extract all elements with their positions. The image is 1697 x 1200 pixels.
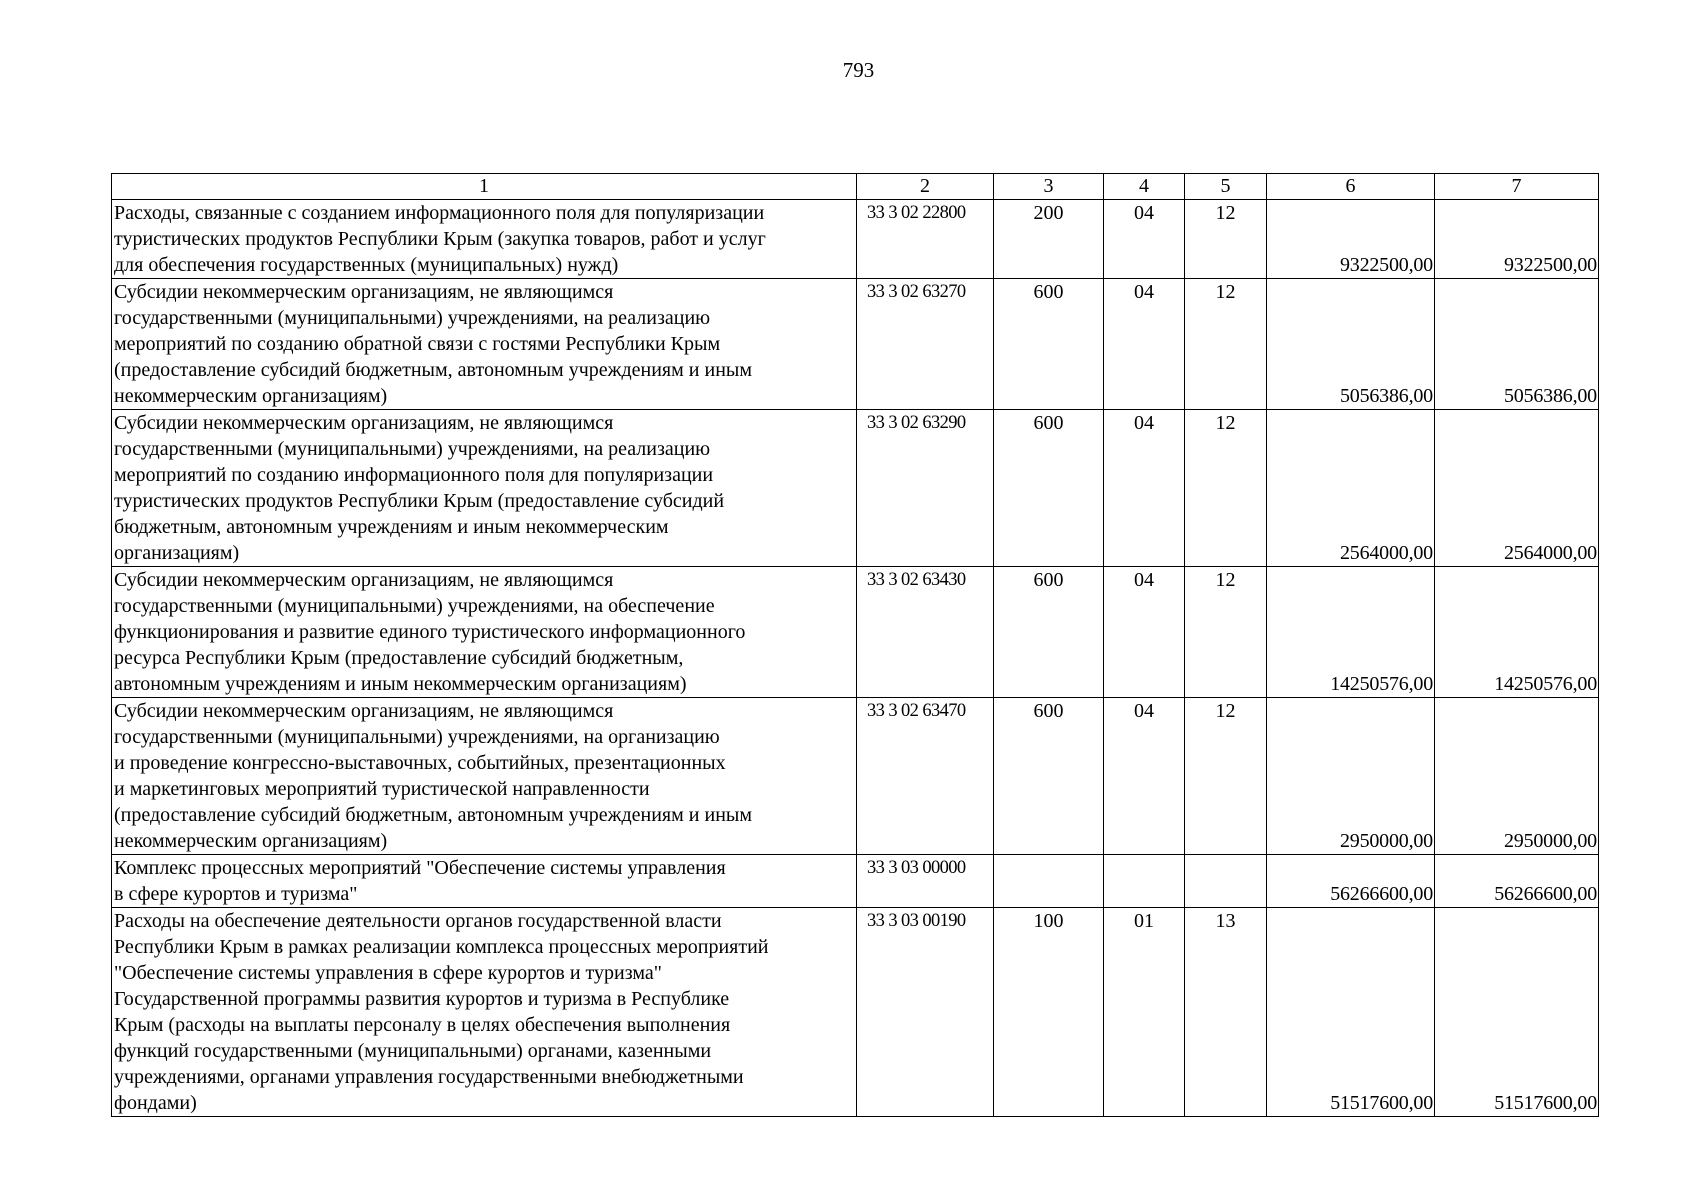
amount-col-6: 56266600,00 <box>1267 855 1435 908</box>
description-line: государственными (муниципальными) учреждениями, на реализацию <box>114 307 711 329</box>
amount-col-7: 9322500,00 <box>1435 200 1599 279</box>
description-line: в сфере курортов и туризма" <box>114 883 358 905</box>
section-code <box>1104 855 1185 908</box>
description-line: (предоставление субсидий бюджетным, автономным учреждениям и иным <box>114 804 752 826</box>
amount-col-6: 2950000,00 <box>1267 698 1435 855</box>
header-col-1: 1 <box>112 174 857 200</box>
description-line: Субсидии некоммерческим организациям, не являющимся <box>114 281 614 303</box>
amount-col-6: 2564000,00 <box>1267 410 1435 567</box>
description-line: Субсидии некоммерческим организациям, не являющимся <box>114 569 614 591</box>
description-line: государственными (муниципальными) учреждениями, на обеспечение <box>114 595 715 617</box>
expense-type-code: 200 <box>994 200 1104 279</box>
section-code: 04 <box>1104 567 1185 698</box>
section-code: 01 <box>1104 908 1185 1117</box>
description-line: бюджетным, автономным учреждениям и иным некоммерческим <box>114 516 669 538</box>
header-col-3: 3 <box>994 174 1104 200</box>
amount-col-6: 51517600,00 <box>1267 908 1435 1117</box>
amount-col-6: 9322500,00 <box>1267 200 1435 279</box>
target-code: 33 3 03 00000 <box>857 855 994 908</box>
subsection-code: 12 <box>1185 698 1267 855</box>
description-line: фондами) <box>114 1092 197 1114</box>
section-code: 04 <box>1104 200 1185 279</box>
description-line: функционирования и развитие единого туристического информационного <box>114 621 746 643</box>
amount-col-7: 51517600,00 <box>1435 908 1599 1117</box>
row-description <box>112 279 857 410</box>
row-description <box>112 200 857 279</box>
description-line: функций государственными (муниципальными) органами, казенными <box>114 1040 712 1062</box>
description-line: ресурса Республики Крым (предоставление субсидий бюджетным, <box>114 647 684 669</box>
description-line: Государственной программы развития курортов и туризма в Республике <box>114 988 730 1010</box>
expense-type-code: 100 <box>994 908 1104 1117</box>
header-col-6: 6 <box>1267 174 1435 200</box>
header-col-5: 5 <box>1185 174 1267 200</box>
subsection-code: 12 <box>1185 410 1267 567</box>
target-code: 33 3 02 63470 <box>857 698 994 855</box>
expense-type-code: 600 <box>994 279 1104 410</box>
description-line: автономным учреждениям и иным некоммерческим организациям) <box>114 673 687 695</box>
target-code: 33 3 02 63430 <box>857 567 994 698</box>
row-description <box>112 855 857 908</box>
header-col-4: 4 <box>1104 174 1185 200</box>
description-line: "Обеспечение системы управления в сфере курортов и туризма" <box>114 962 662 984</box>
description-line: организациям) <box>114 542 240 564</box>
table-row <box>112 698 1599 855</box>
description-line: Субсидии некоммерческим организациям, не являющимся <box>114 412 614 434</box>
target-code: 33 3 02 22800 <box>857 200 994 279</box>
expense-type-code: 600 <box>994 567 1104 698</box>
description-line: Субсидии некоммерческим организациям, не являющимся <box>114 700 614 722</box>
amount-col-7: 2950000,00 <box>1435 698 1599 855</box>
amount-col-7: 5056386,00 <box>1435 279 1599 410</box>
description-line: мероприятий по созданию информационного поля для популяризации <box>114 464 714 486</box>
section-code: 04 <box>1104 279 1185 410</box>
description-line: некоммерческим организациям) <box>114 830 388 852</box>
row-description <box>112 908 857 1117</box>
page-number: 793 <box>842 58 875 82</box>
amount-col-7: 2564000,00 <box>1435 410 1599 567</box>
expense-type-code: 600 <box>994 410 1104 567</box>
amount-col-7: 56266600,00 <box>1435 855 1599 908</box>
subsection-code: 12 <box>1185 567 1267 698</box>
table-row <box>112 908 1599 1117</box>
description-line: Республики Крым в рамках реализации комплекса процессных мероприятий <box>114 936 769 958</box>
description-line: туристических продуктов Республики Крым (закупка товаров, работ и услуг <box>114 228 766 250</box>
subsection-code: 12 <box>1185 279 1267 410</box>
table-row <box>112 567 1599 698</box>
description-line: некоммерческим организациям) <box>114 385 388 407</box>
description-line: туристических продуктов Республики Крым (предоставление субсидий <box>114 490 725 512</box>
expense-type-code: 600 <box>994 698 1104 855</box>
description-line: Расходы, связанные с созданием информационного поля для популяризации <box>114 202 765 224</box>
amount-col-6: 14250576,00 <box>1267 567 1435 698</box>
row-description <box>112 567 857 698</box>
target-code: 33 3 02 63290 <box>857 410 994 567</box>
section-code: 04 <box>1104 698 1185 855</box>
expense-type-code <box>994 855 1104 908</box>
header-col-7: 7 <box>1435 174 1599 200</box>
row-description <box>112 410 857 567</box>
description-line: (предоставление субсидий бюджетным, автономным учреждениям и иным <box>114 359 752 381</box>
description-line: для обеспечения государственных (муниципальных) нужд) <box>114 254 619 276</box>
description-line: и проведение конгрессно-выставочных, событийных, презентационных <box>114 752 726 774</box>
description-line: мероприятий по созданию обратной связи с гостями Республики Крым <box>114 333 721 355</box>
subsection-code <box>1185 855 1267 908</box>
description-line: Расходы на обеспечение деятельности органов государственной власти <box>114 910 722 932</box>
row-description <box>112 698 857 855</box>
subsection-code: 13 <box>1185 908 1267 1117</box>
target-code: 33 3 03 00190 <box>857 908 994 1117</box>
subsection-code: 12 <box>1185 200 1267 279</box>
description-line: и маркетинговых мероприятий туристической направленности <box>114 778 650 800</box>
table-row <box>112 200 1599 279</box>
header-row <box>112 174 1599 200</box>
table-row <box>112 855 1599 908</box>
description-line: учреждениями, органами управления государственными внебюджетными <box>114 1066 744 1088</box>
header-col-2: 2 <box>857 174 994 200</box>
description-line: государственными (муниципальными) учреждениями, на реализацию <box>114 438 711 460</box>
table-row <box>112 279 1599 410</box>
table-row <box>112 410 1599 567</box>
description-line: Комплекс процессных мероприятий "Обеспечение системы управления <box>114 857 726 879</box>
description-line: Крым (расходы на выплаты персоналу в целях обеспечения выполнения <box>114 1014 731 1036</box>
section-code: 04 <box>1104 410 1185 567</box>
amount-col-7: 14250576,00 <box>1435 567 1599 698</box>
amount-col-6: 5056386,00 <box>1267 279 1435 410</box>
target-code: 33 3 02 63270 <box>857 279 994 410</box>
budget-table <box>111 173 1599 1117</box>
description-line: государственными (муниципальными) учреждениями, на организацию <box>114 726 720 748</box>
